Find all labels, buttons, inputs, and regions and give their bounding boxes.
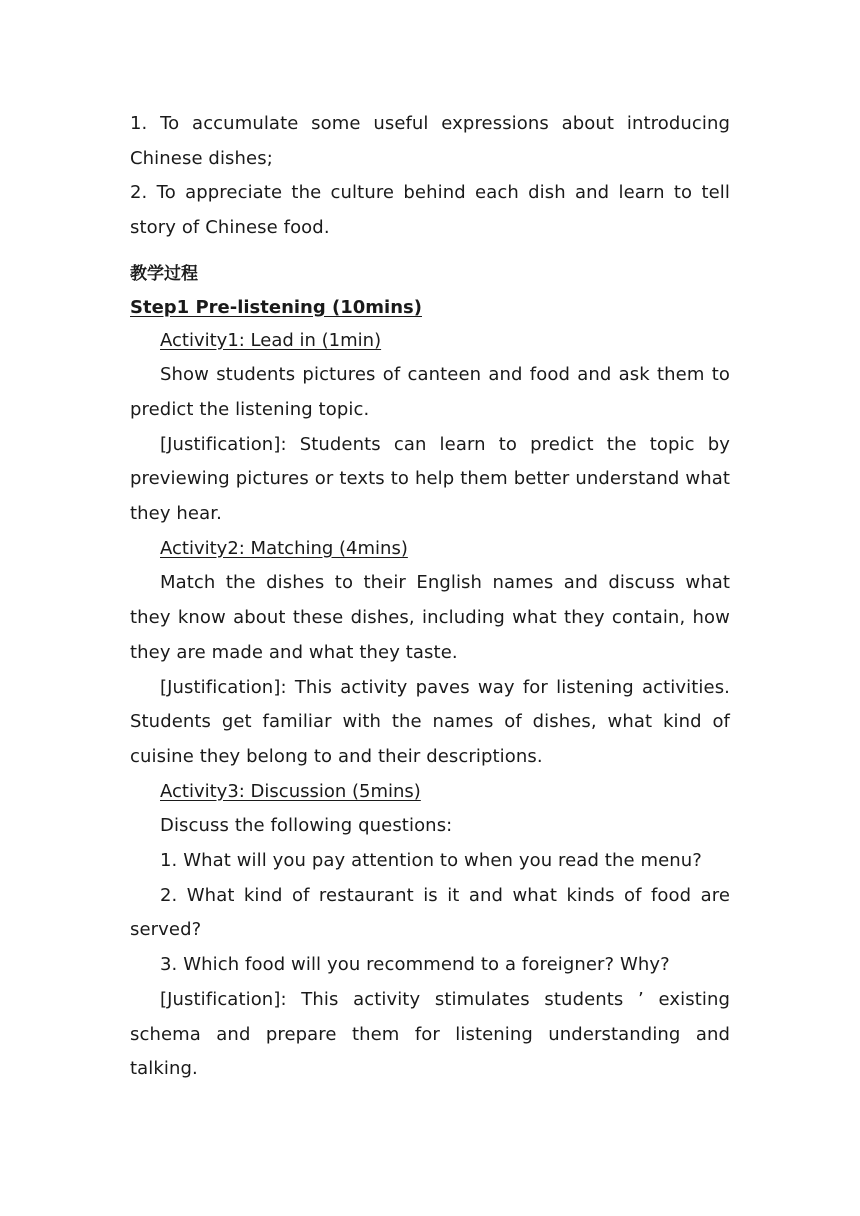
document-page [130, 107, 730, 1087]
objective-2: 2. To appreciate the culture behind each dish and learn to tell story of Chinese food. [130, 182, 730, 239]
activity1-content: Show students pictures of canteen and food and ask them to predict the listening topic. [130, 364, 730, 420]
activity1-justification: [Justification]: Students can learn to predict the topic by previewing pictures or texts to help them better understand what they hear. [130, 433, 730, 525]
objective-1: 1. To accumulate some useful expressions about introducing Chinese dishes; [130, 113, 730, 169]
activity2-title [160, 532, 730, 567]
section-heading: 教学过程 [130, 263, 198, 284]
activity2-content: Match the dishes to their English names and discuss what they know about these dishes, including what they contain, how they are made and what they taste. [130, 572, 730, 663]
activity3-intro: Discuss the following questions: [160, 815, 453, 837]
activity3-question-2: 2. What kind of restaurant is it and what kinds of food are served? [130, 884, 730, 941]
activity2-justification: [Justification]: This activity paves way for listening activities. Students get familiar with the names of dishes, what kind of cuisine they belong to and their descriptions. [130, 676, 730, 767]
activity3-title [160, 775, 730, 810]
activity3-question-3: 3. Which food will you recommend to a foreigner? Why? [160, 954, 670, 976]
activity1-title-text: Activity1: Lead in (1min) [160, 329, 382, 351]
step1-title: Step1 Pre-listening (10mins) [130, 296, 422, 318]
activity3-title-text: Activity3: Discussion (5mins) [160, 780, 421, 802]
activity1-title [160, 324, 730, 359]
activity3-question-1: 1. What will you pay attention to when you read the menu? [160, 850, 702, 872]
activity3-justification: [Justification]: This activity stimulates students ’ existing schema and prepare them for listening understanding and talking. [130, 988, 730, 1080]
activity2-title-text: Activity2: Matching (4mins) [160, 537, 408, 559]
